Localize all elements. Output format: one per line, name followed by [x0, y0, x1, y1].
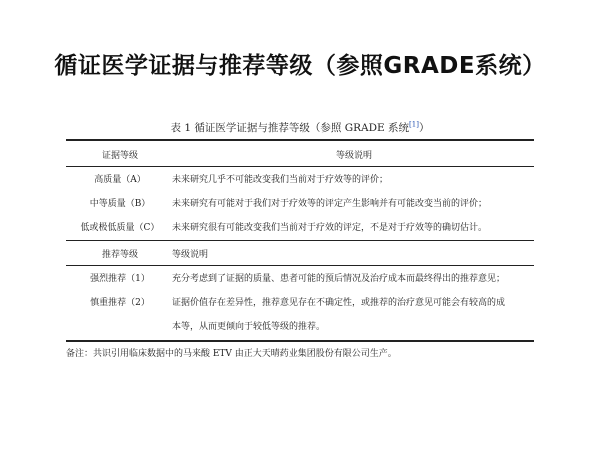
recommend-header-rule: [66, 265, 534, 266]
recommend-grade-header: 推荐等级: [101, 250, 138, 260]
table-top-rule: [66, 139, 534, 141]
table-bottom-rule: [66, 340, 534, 342]
evidence-row-grade: 低或极低质量（C）: [80, 223, 160, 233]
recommend-row-desc: 充分考虑到了证据的质量、患者可能的预后情况及治疗成本而最终得出的推荐意见；: [172, 274, 506, 284]
evidence-header-rule: [66, 166, 534, 167]
recommend-desc-header: 等级说明: [172, 250, 209, 260]
recommend-row-grade: 慎重推荐（2）: [90, 298, 150, 308]
table-footnote: 备注：共识引用临床数据中的马来酸 ETV 由正大天晴药业集团股份有限公司生产。: [66, 349, 397, 359]
recommend-row-desc-continuation: 本等，从而更倾向于较低等级的推荐。: [172, 322, 326, 332]
evidence-row-grade: 高质量（A）: [94, 175, 146, 185]
evidence-row-grade: 中等质量（B）: [89, 199, 151, 209]
citation-link[interactable]: [1]: [409, 120, 419, 129]
evidence-grade-header: 证据等级: [101, 151, 138, 161]
evidence-row-desc: 未来研究很有可能改变我们当前对于疗效的评定，不是对于疗效等的确切估计。: [172, 223, 488, 233]
evidence-desc-header: 等级说明: [335, 151, 372, 161]
evidence-row-desc: 未来研究几乎不可能改变我们当前对于疗效等的评价；: [172, 175, 389, 185]
evidence-row-desc: 未来研究有可能对于我们对于疗效等的评定产生影响并有可能改变当前的评价；: [172, 199, 488, 209]
table-caption-text: 表 1 循证医学证据与推荐等级（参照 GRADE 系统: [170, 122, 410, 134]
table-caption-close: ）: [418, 122, 430, 134]
recommend-row-desc: 证据价值存在差异性，推荐意见存在不确定性，或推荐的治疗意见可能会有较高的成: [172, 298, 506, 308]
table-caption: [0, 121, 600, 135]
section-divider-rule: [66, 240, 534, 241]
page-title: 循证医学证据与推荐等级（参照GRADE系统）: [54, 53, 546, 80]
recommend-row-grade: 强烈推荐（1）: [90, 274, 150, 284]
